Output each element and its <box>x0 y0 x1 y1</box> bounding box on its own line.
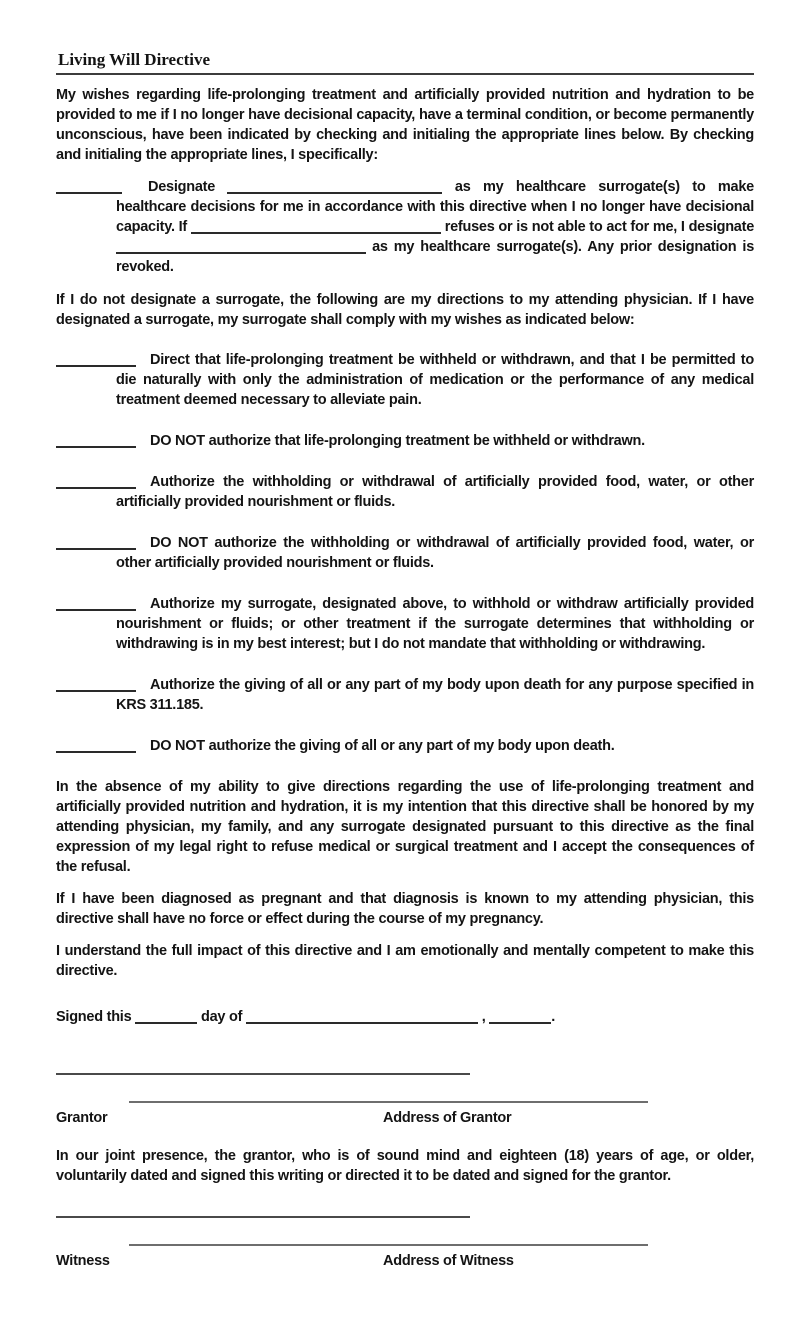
initial-line[interactable] <box>56 476 136 489</box>
witness-labels-row <box>56 1251 754 1271</box>
directive-item-withhold-treatment <box>116 350 754 410</box>
first-surrogate-name-line[interactable] <box>191 221 441 234</box>
initial-line[interactable] <box>56 354 136 367</box>
day-number-line[interactable] <box>135 1011 197 1024</box>
directive-item-no-organ-donation <box>116 736 754 756</box>
initial-line[interactable] <box>56 435 136 448</box>
surrogate-directions-paragraph: If I do not designate a surrogate, the following are my directions to my attending physician. If I have designated a surrogate, my surrogate shall comply with my wishes as indicated below: <box>56 292 754 328</box>
designate-surrogate-item <box>116 177 754 277</box>
grantor-address-line[interactable] <box>129 1101 648 1103</box>
directive-text: DO NOT authorize the withholding or withdrawal of artificially provided food, water, or other artificially provided nourishment or fluids. <box>116 535 754 571</box>
month-line[interactable] <box>246 1011 478 1024</box>
directive-item-authorize-withhold-food-water <box>116 472 754 512</box>
designate-text-2: as my healthcare surrogate(s) to make healthcare decisions for me in accordance with this directive when I no longer have decisional capacity. If <box>116 179 754 235</box>
signed-date-row <box>56 1007 754 1027</box>
grantor-labels-row <box>56 1108 754 1128</box>
initial-line[interactable] <box>56 537 136 550</box>
initial-line[interactable] <box>56 679 136 692</box>
directive-item-do-not-withhold-food-water <box>116 533 754 573</box>
designate-text-1: Designate <box>148 179 216 195</box>
grantor-signature-line[interactable] <box>56 1073 470 1075</box>
directive-item-surrogate-discretion <box>116 594 754 654</box>
directive-text: DO NOT authorize that life-prolonging treatment be withheld or withdrawn. <box>150 433 645 449</box>
initial-line[interactable] <box>56 740 136 753</box>
directive-text: DO NOT authorize the giving of all or any part of my body upon death. <box>150 738 615 754</box>
witness-signature-block <box>56 1216 754 1271</box>
pregnancy-paragraph: If I have been diagnosed as pregnant and that diagnosis is known to my attending physician, this directive shall have no force or effect during the course of my pregnancy. <box>56 891 754 927</box>
signed-this-label: Signed this <box>56 1009 132 1025</box>
directive-item-organ-donation <box>116 675 754 715</box>
directive-text: Authorize my surrogate, designated above, to withhold or withdraw artificially provided nourishment or fluids; or other treatment if the surrogate determines that withholding or withdrawing is in my best interest; but I do not mandate that withholding or withdrawing. <box>116 596 754 652</box>
period-text: . <box>551 1009 556 1025</box>
initial-line[interactable] <box>56 598 136 611</box>
comma-text: , <box>481 1009 486 1025</box>
grantor-label: Grantor <box>56 1110 108 1126</box>
competence-paragraph: I understand the full impact of this directive and I am emotionally and mentally competent to make this directive. <box>56 943 754 979</box>
directive-item-do-not-withhold-treatment <box>116 431 754 451</box>
directive-text: Direct that life-prolonging treatment be withheld or withdrawn, and that I be permitted to die naturally with only the administration of medication or the performance of any medical treatment deemed necessary to alleviate pain. <box>116 352 754 408</box>
witness-label: Witness <box>56 1253 110 1269</box>
joint-presence-paragraph: In our joint presence, the grantor, who is of sound mind and eighteen (18) years of age, or older, voluntarily dated and signed this writing or directed it to be dated and signed for the grantor. <box>56 1148 754 1184</box>
directive-text: Authorize the giving of all or any part of my body upon death for any purpose specified in KRS 311.185. <box>116 677 754 713</box>
absence-paragraph: In the absence of my ability to give directions regarding the use of life-prolonging treatment and artificially provided nutrition and hydration, it is my intention that this directive shall be honored by my attending physician, my family, and any surrogate designated pursuant to this directive as the final expression of my legal right to refuse medical or surgical treatment and I accept the consequences of the refusal. <box>56 779 754 875</box>
witness-signature-line[interactable] <box>56 1216 470 1218</box>
grantor-signature-block <box>56 1073 754 1128</box>
grantor-address-label: Address of Grantor <box>383 1110 512 1126</box>
alternate-surrogate-name-line[interactable] <box>116 241 366 254</box>
surrogate-name-line[interactable] <box>227 181 442 194</box>
document-title: Living Will Directive <box>56 50 754 75</box>
witness-address-label: Address of Witness <box>383 1253 514 1269</box>
directive-text: Authorize the withholding or withdrawal of artificially provided food, water, or other artificially provided nourishment or fluids. <box>116 474 754 510</box>
day-of-label: day of <box>200 1009 243 1025</box>
year-line[interactable] <box>489 1011 551 1024</box>
witness-address-line[interactable] <box>129 1244 648 1246</box>
designate-text-4: as my healthcare surrogate(s). Any prior designation is revoked. <box>116 239 755 275</box>
intro-paragraph: My wishes regarding life-prolonging treatment and artificially provided nutrition and hydration to be provided to me if I no longer have decisional capacity, have a terminal condition, or become permanently unconscious, have been indicated by checking and initialing the appropriate lines below. By checking and initialing the appropriate lines, I specifically: <box>56 87 754 163</box>
designate-text-3: refuses or is not able to act for me, I designate <box>444 219 755 235</box>
initial-line[interactable] <box>56 181 122 194</box>
